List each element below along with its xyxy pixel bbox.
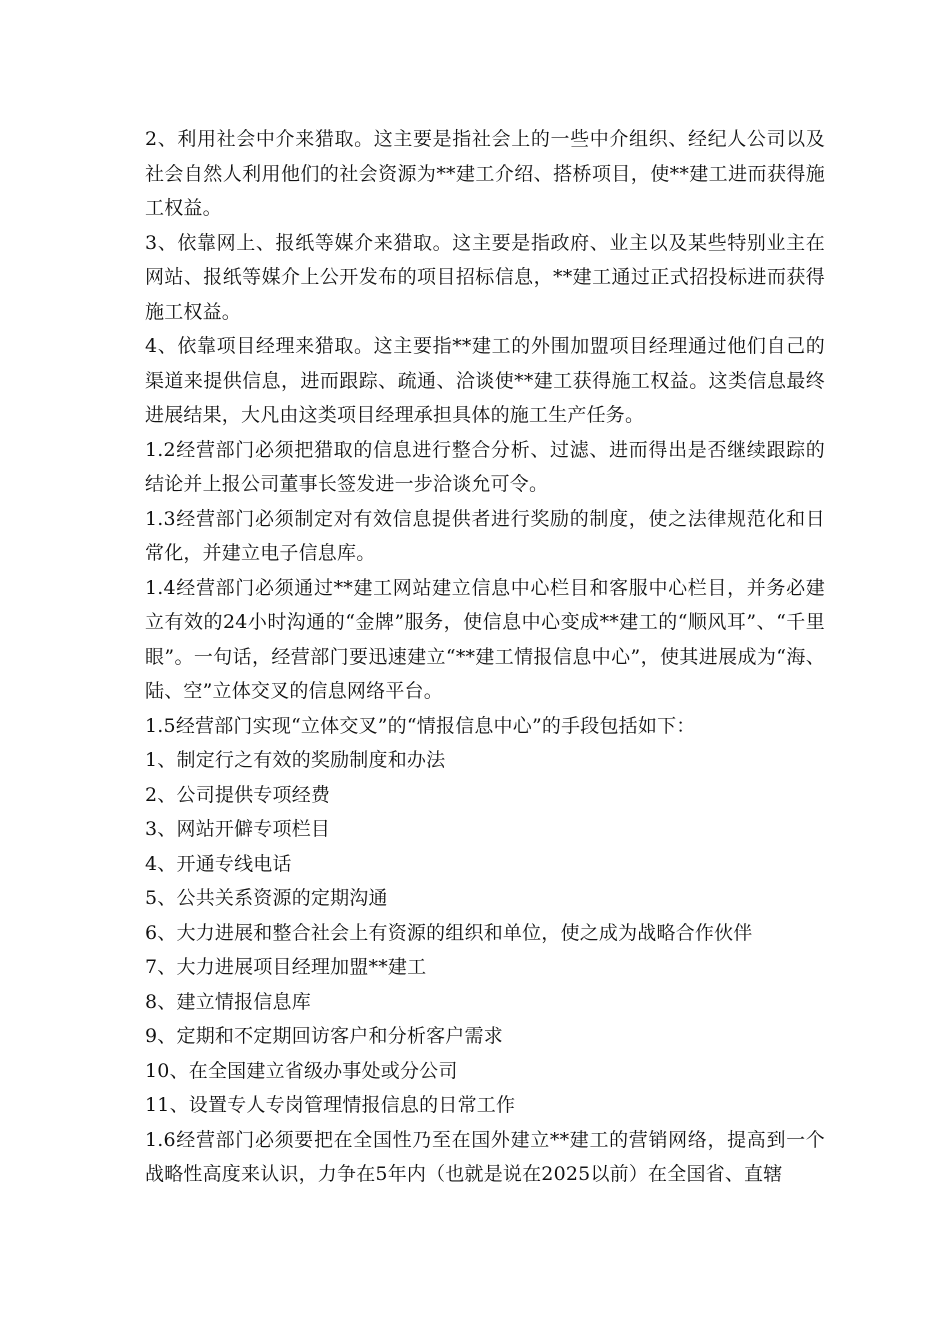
list-item: 2、公司提供专项经费: [145, 783, 331, 806]
list-item: 11、设置专人专岗管理情报信息的日常工作: [145, 1094, 516, 1116]
list-item: 5、公共关系资源的定期沟通: [145, 887, 388, 909]
list-item: 3、网站开僻专项栏目: [145, 818, 331, 840]
paragraph-1-3: 1.3经营部门必须制定对有效信息提供者进行奖励的制度，使之法律规范化和日常化，并建立电子信息库。: [145, 507, 825, 564]
paragraph-1-5: 1.5经营部门实现“立体交叉”的“情报信息中心”的手段包括如下：: [145, 714, 696, 737]
paragraph-media: 3、依靠网上、报纸等媒介来猎取。这主要是指政府、业主以及某些特别业主在网站、报纸等媒介上公开发布的项目招标信息，**建工通过正式招投标进而获得施工权益。: [145, 231, 825, 323]
list-item: 7、大力进展项目经理加盟**建工: [145, 956, 427, 978]
list-item: 1、制定行之有效的奖励制度和办法: [145, 749, 446, 771]
list-item: 4、开通专线电话: [145, 852, 292, 875]
paragraph-intermediary: 2、利用社会中介来猎取。这主要是指社会上的一些中介组织、经纪人公司以及社会自然人利用他们的社会资源为**建工介绍、搭桥项目，使**建工进而获得施工权益。: [145, 128, 825, 219]
paragraph-1-4: 1.4经营部门必须通过**建工网站建立信息中心栏目和客服中心栏目，并务必建立有效的24小时沟通的“金牌”服务，使信息中心变成**建工的“顺风耳”、“千里眼”。一句话，经营部门要迅速建立“**建工情报信息中心”，使其进展成为“海、陆、空”立体交叉的信息网络平台。: [145, 576, 825, 702]
list-item: 10、在全国建立省级办事处或分公司: [145, 1059, 458, 1082]
list-item: 9、定期和不定期回访客户和分析客户需求: [145, 1025, 503, 1047]
list-item: 8、建立情报信息库: [145, 990, 311, 1013]
paragraph-1-2: 1.2经营部门必须把猎取的信息进行整合分析、过滤、进而得出是否继续跟踪的结论并上报公司董事长签发进一步洽谈允可令。: [145, 438, 825, 495]
list-item: 6、大力进展和整合社会上有资源的组织和单位，使之成为战略合作伙伴: [145, 921, 753, 944]
document-page: [145, 122, 825, 1192]
paragraph-project-manager: 4、依靠项目经理来猎取。这主要指**建工的外围加盟项目经理通过他们自己的渠道来提供信息，进而跟踪、疏通、洽谈使**建工获得施工权益。这类信息最终进展结果，大凡由这类项目经理承担具体的施工生产任务。: [145, 335, 825, 426]
paragraph-1-6: 1.6经营部门必须要把在全国性乃至在国外建立**建工的营销网络，提高到一个战略性高度来认识，力争在5年内（也就是说在2025以前）在全国省、直辖: [145, 1128, 825, 1185]
